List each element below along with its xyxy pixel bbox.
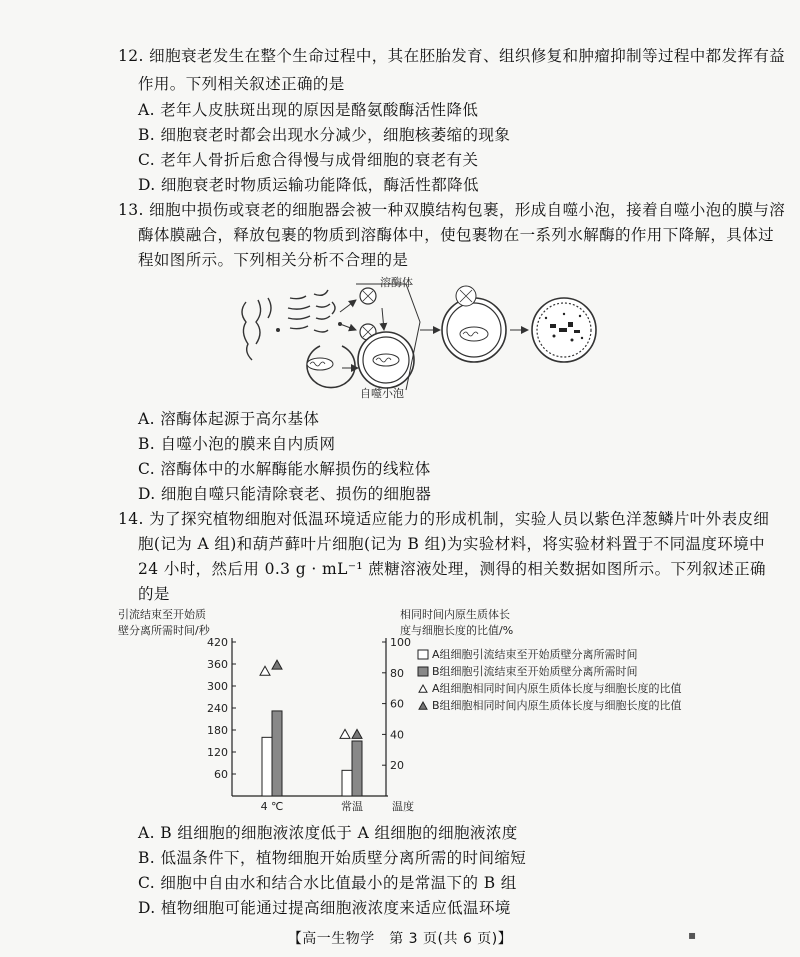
q13-stem-line-3: 程如图所示。下列相关分析不合理的是: [138, 251, 409, 269]
golgi-er-stacks: [242, 290, 335, 360]
left-tick-label: 240: [207, 702, 228, 715]
q13-stem-line-1: 13. 细胞中损伤或衰老的细胞器会被一种双膜结构包裹，形成自噬小泡，接着自噬小泡的膜与溶: [118, 201, 786, 219]
right-axis-title-line: 相同时间内原生质体长: [400, 608, 510, 621]
left-tick-label: 180: [207, 724, 228, 737]
legend-label: A组细胞相同时间内原生质体长度与细胞长度的比值: [432, 682, 682, 695]
x-axis-title: 温度: [392, 800, 414, 813]
q13-option-b: B. 自噬小泡的膜来自内质网: [138, 435, 336, 453]
legend-swatch: [418, 667, 428, 676]
left-tick-label: 300: [207, 680, 228, 693]
vesicle-label: 自噬小泡: [360, 387, 404, 400]
q14-chart: [0, 600, 800, 815]
left-axis-title-line: 壁分离所需时间/秒: [118, 624, 210, 637]
point-b: [352, 729, 362, 738]
bar-b: [352, 741, 362, 796]
right-tick-label: 60: [390, 697, 404, 711]
right-axis-title-line: 度与细胞长度的比值/%: [400, 624, 514, 637]
q14-stem-line-4: 的是: [138, 585, 170, 603]
q14-option-d: D. 植物细胞可能通过提高细胞液浓度来适应低温环境: [138, 899, 511, 917]
q14-stem-line-2: 胞(记为 A 组)和葫芦藓叶片细胞(记为 B 组)为实验材料，将实验材料置于不同温度环境中: [138, 535, 765, 553]
point-a: [260, 666, 270, 675]
left-tick-label: 420: [207, 636, 228, 649]
legend-label: B组细胞引流结束至开始质壁分离所需时间: [432, 665, 638, 678]
left-tick-label: 360: [207, 658, 228, 671]
q13-stem-line-2: 酶体膜融合，释放包裹的物质到溶酶体中，使包裹物在一系列水解酶的作用下降解，具体过: [138, 226, 775, 244]
q12-option-a: A. 老年人皮肤斑出现的原因是酪氨酸酶活性降低: [138, 101, 479, 119]
legend-label: A组细胞引流结束至开始质壁分离所需时间: [432, 648, 638, 661]
q12-option-c: C. 老年人骨折后愈合得慢与成骨细胞的衰老有关: [138, 151, 479, 169]
arrow-to-lysosome-1: [340, 300, 356, 312]
x-category-label: 4 ℃: [260, 800, 284, 813]
q14-stem-line-3: 24 小时，然后用 0.3 g · mL⁻¹ 蔗糖溶液处理，测得的相关数据如图所示。下列叙述正确: [138, 560, 766, 578]
bar-a: [342, 770, 352, 796]
right-tick-label: 100: [390, 636, 411, 649]
q13-option-a: A. 溶酶体起源于高尔基体: [138, 410, 320, 428]
legend-label: B组细胞相同时间内原生质体长度与细胞长度的比值: [432, 699, 682, 712]
legend-marker: [419, 702, 427, 709]
lysosome-label: 溶酶体: [380, 276, 413, 289]
point-a: [340, 729, 350, 738]
right-tick-label: 80: [390, 666, 404, 680]
left-tick-label: 120: [207, 746, 228, 759]
bar-a: [262, 737, 272, 796]
q12-stem-line-1: 12. 细胞衰老发生在整个生命过程中，其在胚胎发育、组织修复和肿瘤抑制等过程中都发挥有益: [118, 47, 786, 65]
arrow-to-lysosome-2: [340, 324, 356, 330]
page-footer: 【高一生物学 第 3 页(共 6 页)】: [287, 931, 513, 947]
x-category-label: 常温: [341, 800, 363, 813]
q14-stem-line-1: 14. 为了探究植物细胞对低温环境适应能力的形成机制，实验人员以紫色洋葱鳞片叶外表皮细: [118, 510, 770, 528]
left-tick-label: 60: [214, 768, 228, 781]
right-tick-label: 20: [390, 759, 404, 773]
autophagy-diagram: [228, 272, 608, 404]
point-b: [272, 660, 282, 669]
q14-option-b: B. 低温条件下，植物细胞开始质壁分离所需的时间缩短: [138, 849, 527, 867]
q13-option-c: C. 溶酶体中的水解酶能水解损伤的线粒体: [138, 460, 431, 478]
lysosome-small: [360, 288, 376, 340]
right-tick-label: 40: [390, 728, 404, 742]
q14-option-c: C. 细胞中自由水和结合水比值最小的是常温下的 B 组: [138, 874, 517, 892]
q12-option-b: B. 细胞衰老时都会出现水分减少，细胞核萎缩的现象: [138, 126, 511, 144]
q12-stem-line-2: 作用。下列相关叙述正确的是: [138, 75, 345, 93]
q14-option-a: A. B 组细胞的细胞液浓度低于 A 组细胞的细胞液浓度: [138, 824, 518, 842]
corner-mark: ▪: [688, 928, 697, 942]
bar-b: [272, 711, 282, 796]
legend-marker: [419, 685, 427, 692]
legend-swatch: [418, 650, 428, 659]
q13-option-d: D. 细胞自噬只能清除衰老、损伤的细胞器: [138, 485, 432, 503]
left-axis-title-line: 引流结束至开始质: [118, 608, 206, 621]
q12-option-d: D. 细胞衰老时物质运输功能降低，酶活性都降低: [138, 176, 479, 194]
